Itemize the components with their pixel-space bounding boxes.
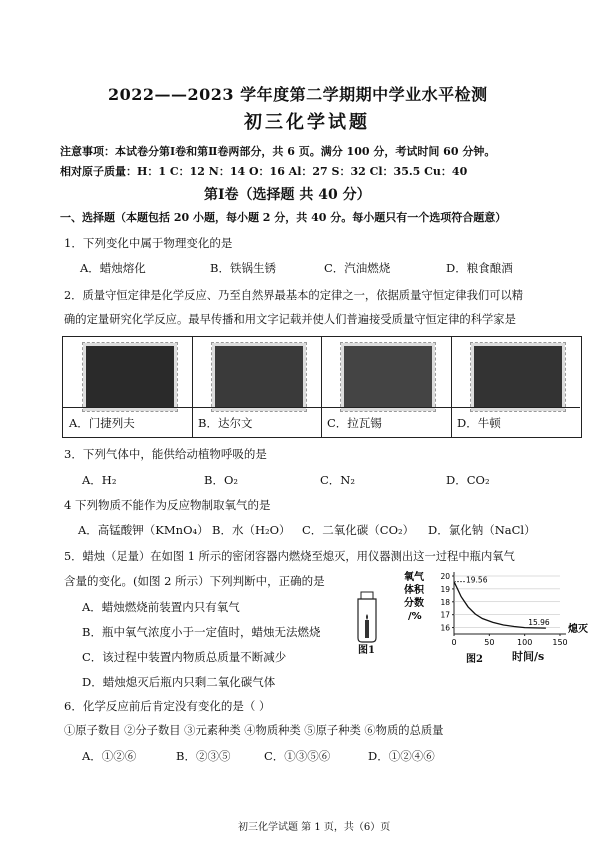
q5-stem-line1: 5．蜡烛（足量）在如图 1 所示的密闭容器内燃烧至熄灭，用仪器测出这一过程中瓶内氧气	[64, 550, 515, 563]
q2-stem-line2: 确的定量研究化学反应。最早传播和用文字记载并使人们普遍接受质量守恒定律的科学家是	[64, 313, 516, 326]
q2-option-d: D．牛顿	[457, 416, 501, 430]
q6-option-d: D．①②④⑥	[368, 749, 435, 763]
q2-option-c: C．拉瓦锡	[327, 416, 382, 430]
exam-subtitle: 初三化学试题	[244, 112, 370, 133]
mendeleev-stamp-image	[83, 343, 177, 411]
q3-option-d: D．CO₂	[446, 473, 490, 487]
chart-annotation-end: 15.96	[528, 618, 550, 628]
chart-y-tick-label: 20	[440, 572, 450, 581]
q5-option-c: C．该过程中装置内物质总质量不断减少	[82, 650, 287, 664]
chart-ylabel-3: 分数	[404, 598, 424, 609]
lavoisier-stamp-image	[341, 343, 435, 411]
notes-line2: 相对原子质量：H：1 C：12 N：14 O：16 Al：27 S：32 Cl：35.5 Cu：40	[60, 165, 468, 178]
stamp-table-divider	[62, 407, 580, 408]
q6-option-a: A．①②⑥	[82, 749, 137, 763]
q5-option-d: D．蜡烛熄灭后瓶内只剩二氧化碳气体	[82, 675, 276, 689]
chart-y-tick-label: 18	[440, 597, 450, 607]
q3-option-a: A．H₂	[82, 473, 117, 487]
exam-title: 2022——2023 学年度第二学期期中学业水平检测	[108, 85, 488, 104]
darwin-stamp-image	[212, 343, 306, 411]
q1-option-b: B．铁锅生锈	[210, 261, 276, 275]
q2-option-a: A．门捷列夫	[69, 416, 135, 430]
q6-option-b: B．②③⑤	[176, 749, 231, 763]
chart-y-tick-label: 17	[440, 610, 450, 620]
figure2-label: 图2	[466, 654, 483, 665]
q6-stem: 6．化学反应前后肯定没有变化的是（ ）	[64, 699, 271, 713]
chart-x-tick-label: 100	[517, 638, 533, 647]
figure1-label: 图1	[358, 645, 375, 656]
q3-stem: 3．下列气体中，能供给动植物呼吸的是	[64, 447, 267, 461]
notes-line1: 注意事项：本试卷分第Ⅰ卷和第Ⅱ卷两部分，共 6 页。满分 100 分，考试时间 60 分钟。	[60, 145, 496, 158]
chart-y-tick-label: 16	[440, 623, 450, 633]
q1-option-d: D．粮食酿酒	[446, 261, 513, 275]
q1-option-a: A．蜡烛熔化	[80, 261, 146, 275]
chart-x-tick-label: 50	[484, 638, 495, 647]
chart-ylabel-4: /%	[408, 611, 422, 622]
q2-stem-line1: 2．质量守恒定律是化学反应、乃至自然界最基本的定律之一，依据质量守恒定律我们可以精	[64, 289, 524, 302]
page-footer: 初三化学试题 第 1 页，共（6）页	[238, 822, 391, 833]
chart-xlabel: 时间/s	[512, 650, 545, 663]
q4-option-b: B．水（H₂O）	[212, 523, 291, 537]
stamp-cell-d	[451, 337, 581, 437]
stamp-table	[62, 336, 582, 438]
q2-option-b: B．达尔文	[198, 416, 253, 430]
q6-items: ①原子数目 ②分子数目 ③元素种类 ④物质种类 ⑤原子种类 ⑥物质的总质量	[64, 724, 444, 737]
q5-stem-line2: 含量的变化。(如图 2 所示）下列判断中，正确的是	[64, 574, 325, 588]
q5-option-b: B．瓶中氧气浓度小于一定值时，蜡烛无法燃烧	[82, 625, 321, 639]
chart-x-tick-label: 0	[451, 638, 457, 647]
q3-option-c: C．N₂	[320, 473, 355, 487]
chart-annotation-extinguish: 熄灭	[568, 624, 588, 636]
stamp-cell-c	[321, 337, 452, 437]
chart-ylabel-2: 体积	[404, 585, 424, 596]
section-title: 第Ⅰ卷（选择题 共 40 分）	[204, 187, 371, 203]
q5-option-a: A．蜡烛燃烧前装置内只有氧气	[82, 600, 240, 614]
q4-option-c: C．二氧化碳（CO₂）	[302, 523, 415, 537]
q6-option-c: C．①③⑤⑥	[264, 749, 331, 763]
chart-annotation-start: 19.56	[466, 575, 488, 585]
stamp-cell-b	[192, 337, 322, 437]
q1-stem: 1．下列变化中属于物理变化的是	[64, 236, 233, 250]
q4-option-d: D．氯化钠（NaCl）	[428, 523, 536, 537]
newton-stamp-image	[471, 343, 565, 411]
section-instruction: 一、选择题（本题包括 20 小题，每小题 2 分，共 40 分。每小题只有一个选项符合题意）	[60, 211, 507, 224]
chart-y-tick-label: 19	[440, 584, 450, 594]
q4-stem: 4 下列物质不能作为反应物制取氧气的是	[64, 498, 271, 512]
chart-ylabel-1: 氧气	[404, 572, 424, 583]
q4-option-a: A．高锰酸钾（KMnO₄）	[78, 523, 209, 537]
chart-x-tick-label: 150	[552, 638, 568, 647]
stamp-cell-a	[63, 337, 193, 437]
oxygen-chart	[404, 568, 602, 668]
q3-option-b: B．O₂	[204, 473, 238, 487]
q1-option-c: C．汽油燃烧	[324, 261, 391, 275]
